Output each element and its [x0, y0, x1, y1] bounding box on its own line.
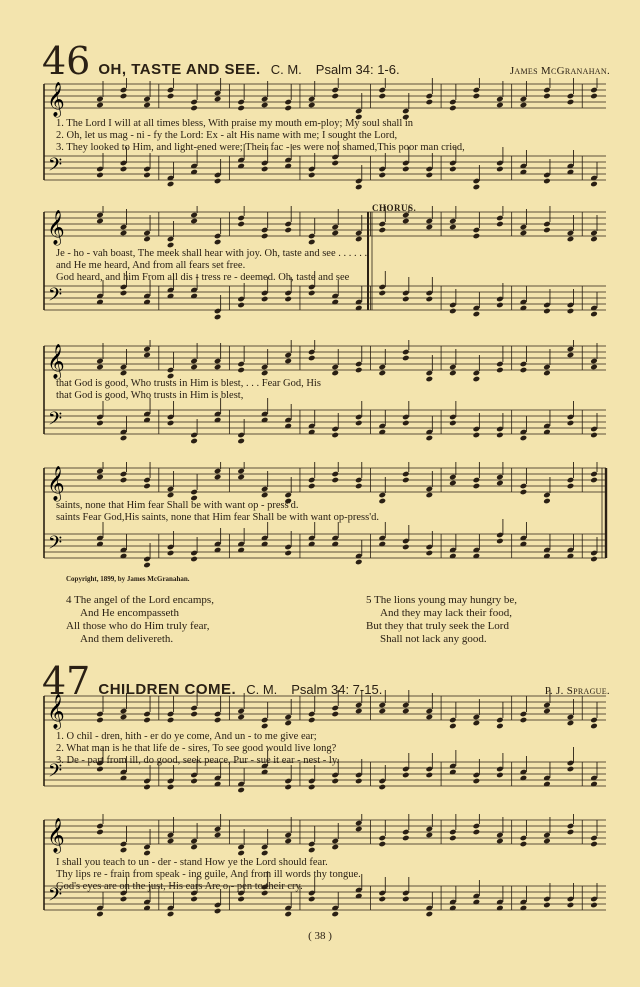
lyric-line: 3. They looked to Him, and light-ened were; Their fac - es were not shamed,This poor man cried, [56, 142, 465, 153]
note-head [261, 370, 269, 377]
treble-clef-icon: 𝄞 [47, 466, 65, 501]
verse-line: All those who do Him truly fear, [66, 620, 210, 632]
note-head [449, 723, 457, 730]
note-head [284, 227, 292, 234]
note-head [355, 184, 363, 191]
lyric-line: God's eyes are on the just, His ears Are o - pen to their cry. [56, 881, 303, 892]
verse-4 [66, 594, 214, 646]
hymn-composer: James McGranahan. [509, 65, 610, 77]
note-head [496, 102, 504, 109]
note-head [167, 784, 175, 791]
note-head [331, 778, 339, 785]
note-head [355, 420, 363, 427]
note-head [543, 308, 551, 315]
verse-line: 5 The lions young may hungry be, [366, 594, 518, 606]
hymn-title: CHILDREN COME. [98, 681, 237, 698]
note-head [355, 559, 363, 566]
note-head [331, 911, 339, 918]
note-head [426, 772, 434, 779]
note-head [214, 832, 222, 839]
note-head [120, 93, 128, 100]
note-head [567, 829, 575, 836]
note-head [590, 364, 598, 371]
note-head [449, 480, 457, 487]
note-head [496, 432, 504, 439]
note-head [473, 483, 481, 490]
bass-clef-icon: 𝄢 [48, 409, 63, 434]
lyrics-47-2 [56, 857, 612, 893]
lyrics-47-1 [56, 731, 612, 767]
note-head [496, 772, 504, 779]
note-head [355, 826, 363, 833]
note-head [284, 720, 292, 727]
note-head [355, 708, 363, 715]
note-head [237, 787, 245, 794]
note-head [449, 166, 457, 173]
note-head [143, 352, 151, 359]
note-head [308, 172, 316, 179]
note-head [543, 370, 551, 377]
note-head [261, 166, 269, 173]
note-head [190, 438, 198, 445]
note-head [284, 550, 292, 557]
note-head [96, 364, 104, 371]
note-head [120, 847, 128, 854]
note-head [143, 236, 151, 243]
lyrics-46-2 [56, 248, 612, 284]
note-head [96, 420, 104, 427]
note-head [543, 178, 551, 185]
treble-staff [44, 468, 606, 492]
bass-clef-icon: 𝄢 [48, 885, 63, 910]
note-head [567, 352, 575, 359]
note-head [284, 838, 292, 845]
note-head [120, 896, 128, 903]
note-head [120, 714, 128, 721]
note-head [261, 233, 269, 240]
verse-line: And them delivereth. [80, 633, 174, 645]
note-head [190, 556, 198, 563]
lyric-line: Thy lips re - frain from speak - ing guile, And from ill words thy tongue. [56, 869, 361, 880]
note-head [426, 714, 434, 721]
lyrics-46-4 [56, 500, 612, 524]
note-head [473, 829, 481, 836]
note-head [473, 233, 481, 240]
note-head [284, 784, 292, 791]
note-head [402, 218, 410, 225]
note-head [496, 538, 504, 545]
note-head [331, 432, 339, 439]
note-head [96, 218, 104, 225]
lyric-line: 2. What man is he that life de - sires, To see good would live long? [56, 743, 337, 754]
note-head [543, 902, 551, 909]
note-head [590, 311, 598, 318]
note-head [355, 778, 363, 785]
note-head [167, 492, 175, 499]
note-head [237, 896, 245, 903]
note-head [449, 420, 457, 427]
note-head [496, 302, 504, 309]
verse-line: And He encompasseth [80, 607, 179, 619]
note-head [96, 829, 104, 836]
note-head [378, 227, 386, 234]
note-head [449, 308, 457, 315]
note-head [426, 172, 434, 179]
note-head [167, 420, 175, 427]
hymn-title: OH, TASTE AND SEE. [98, 61, 261, 78]
note-head [214, 364, 222, 371]
note-head [237, 105, 245, 112]
note-head [143, 172, 151, 179]
hymn-composer: P. J. Sprague. [544, 685, 610, 697]
note-head [261, 296, 269, 303]
treble-clef-icon: 𝄞 [47, 694, 65, 729]
note-head [449, 370, 457, 377]
note-head [520, 435, 528, 442]
note-head [237, 221, 245, 228]
note-head [120, 370, 128, 377]
lyric-line: that God is good, Who trusts in Him is blest, [56, 390, 244, 401]
note-head [237, 474, 245, 481]
note-head [284, 911, 292, 918]
note-head [143, 717, 151, 724]
chorus-label: CHORUS. [372, 203, 417, 213]
hymn-meter: C. M. [270, 62, 302, 77]
note-head [355, 367, 363, 374]
note-head [402, 296, 410, 303]
treble-clef-icon: 𝄞 [47, 818, 65, 853]
lyric-line: and He me heard, And from all fears set free. [56, 260, 246, 271]
lyrics-46-3 [56, 378, 612, 402]
note-head [167, 838, 175, 845]
lyric-line: 1. The Lord I will at all times bless, With praise my mouth em-ploy; My soul shall in [56, 118, 414, 129]
note-head [261, 723, 269, 730]
note-head [567, 902, 575, 909]
note-head [590, 93, 598, 100]
hymn-psalm-reference: Psalm 34: 1-6. [315, 62, 400, 77]
note-head [449, 224, 457, 231]
note-head [308, 717, 316, 724]
lyric-line: I shall you teach to un - der - stand How ye the Lord should fear. [56, 857, 328, 868]
note-head [520, 230, 528, 237]
note-head [402, 166, 410, 173]
note-head [261, 102, 269, 109]
treble-staff [44, 820, 606, 844]
note-head [96, 474, 104, 481]
note-head [214, 908, 222, 915]
note-head [473, 432, 481, 439]
lyric-line: 3. De - part from ill, do good, seek peace, Pur - sue it ear - nest - ly. [56, 755, 340, 766]
note-head [590, 841, 598, 848]
lyric-line: God heard, and him From all dis - tress re - deemed. Oh, taste and see [56, 272, 350, 283]
bass-clef-icon: 𝄢 [48, 533, 63, 558]
note-head [402, 477, 410, 484]
note-head [520, 367, 528, 374]
note-head [567, 99, 575, 106]
note-head [143, 483, 151, 490]
note-head [190, 844, 198, 851]
verse-5 [366, 594, 517, 646]
hymn-meter: C. M. [246, 682, 278, 697]
note-head [237, 302, 245, 309]
note-head [120, 435, 128, 442]
note-head [214, 178, 222, 185]
note-head [214, 96, 222, 103]
note-head [331, 477, 339, 484]
note-head [237, 850, 245, 857]
note-head [355, 236, 363, 243]
note-head [378, 784, 386, 791]
note-head [190, 218, 198, 225]
note-head [214, 474, 222, 481]
note-head [378, 708, 386, 715]
note-head [473, 311, 481, 318]
note-head [567, 420, 575, 427]
copyright-notice: Copyright, 1899, by James McGranahan. [66, 575, 190, 583]
note-head [590, 181, 598, 188]
note-head [378, 841, 386, 848]
note-head [96, 172, 104, 179]
lyric-line: saints, none that Him fear Shall be with want op - press'd. [56, 500, 299, 511]
note-head [167, 717, 175, 724]
note-head [426, 492, 434, 499]
lyric-line: saints Fear God,His saints, none that Him fear Shall be with want op-press'd. [56, 512, 379, 523]
note-head [143, 784, 151, 791]
note-head [567, 308, 575, 315]
note-head [308, 847, 316, 854]
note-head [449, 835, 457, 842]
treble-staff [44, 346, 606, 370]
lyric-line: Je - ho - vah boast, The meek shall hear with joy. Oh, taste and see . . . . . . [56, 248, 368, 259]
note-head [590, 902, 598, 909]
note-head [590, 556, 598, 563]
verse-line: 4 The angel of the Lord encamps, [66, 594, 214, 606]
bass-clef-icon: 𝄢 [48, 761, 63, 786]
note-head [120, 166, 128, 173]
note-head [331, 844, 339, 851]
note-head [496, 367, 504, 374]
note-head [331, 93, 339, 100]
note-head [567, 720, 575, 727]
note-head [473, 93, 481, 100]
note-head [308, 784, 316, 791]
note-head [426, 550, 434, 557]
note-head [520, 102, 528, 109]
note-head [308, 355, 316, 362]
note-head [402, 772, 410, 779]
note-head [355, 483, 363, 490]
verse-line: But they that truly seek the Lord [366, 620, 509, 632]
note-head [590, 236, 598, 243]
note-head [120, 477, 128, 484]
note-head [496, 838, 504, 845]
verse-line: Shall not lack any good. [380, 633, 487, 645]
note-head [284, 358, 292, 365]
note-head [120, 290, 128, 297]
note-head [308, 102, 316, 109]
note-head [308, 483, 316, 490]
note-head [331, 230, 339, 237]
lyric-line: 2. Oh, let us mag - ni - fy the Lord: Ex - alt His name with me; I sought the Lord, [56, 130, 398, 141]
note-head [143, 102, 151, 109]
note-head [402, 708, 410, 715]
note-head [567, 236, 575, 243]
note-head [449, 105, 457, 112]
note-head [590, 723, 598, 730]
note-head [214, 314, 222, 321]
note-head [308, 896, 316, 903]
note-head [473, 720, 481, 727]
note-head [378, 172, 386, 179]
note-head [190, 896, 198, 903]
bass-clef-icon: 𝄢 [48, 155, 63, 180]
note-head [308, 239, 316, 246]
note-head [590, 432, 598, 439]
note-head [496, 723, 504, 730]
bass-clef-icon: 𝄢 [48, 285, 63, 310]
note-head [402, 355, 410, 362]
verse-line: And they may lack their food, [380, 607, 512, 619]
note-head [143, 562, 151, 569]
note-head [543, 93, 551, 100]
note-head [261, 492, 269, 499]
note-head [426, 911, 434, 918]
hymn-psalm-reference: Psalm 34: 7-15. [291, 682, 383, 697]
note-head [96, 911, 104, 918]
note-head [378, 896, 386, 903]
note-head [96, 717, 104, 724]
note-head [426, 99, 434, 106]
treble-clef-icon: 𝄞 [47, 344, 65, 379]
note-head [167, 550, 175, 557]
note-head [190, 364, 198, 371]
hymn-46-heading [42, 39, 610, 83]
note-head [402, 544, 410, 551]
note-head [308, 290, 316, 297]
note-head [378, 93, 386, 100]
note-head [567, 483, 575, 490]
note-head [167, 93, 175, 100]
lyrics-46-1 [56, 118, 612, 154]
note-head [496, 166, 504, 173]
page-number: ( 38 ) [308, 930, 332, 942]
hymn-number: 47 [42, 659, 91, 703]
note-head [402, 835, 410, 842]
note-head [543, 838, 551, 845]
treble-staff [44, 696, 606, 720]
note-head [167, 181, 175, 188]
note-head [331, 160, 339, 167]
note-head [190, 778, 198, 785]
lyric-line: 1. O chil - dren, hith - er do ye come, And un - to me give ear; [56, 731, 317, 742]
note-head [167, 911, 175, 918]
note-head [520, 717, 528, 724]
note-head [331, 711, 339, 718]
note-head [426, 832, 434, 839]
note-head [426, 435, 434, 442]
hymn-number: 46 [42, 39, 91, 83]
note-head [284, 296, 292, 303]
note-head [473, 778, 481, 785]
treble-clef-icon: 𝄞 [47, 82, 65, 117]
note-head [214, 239, 222, 246]
note-head [378, 290, 386, 297]
note-head [543, 708, 551, 715]
note-head [496, 221, 504, 228]
note-head [237, 714, 245, 721]
note-head [284, 105, 292, 112]
note-head [237, 438, 245, 445]
note-head [402, 896, 410, 903]
note-head [402, 420, 410, 427]
note-head [331, 370, 339, 377]
note-head [496, 480, 504, 487]
note-head [520, 489, 528, 496]
note-head [214, 717, 222, 724]
note-head [190, 711, 198, 718]
note-head [426, 296, 434, 303]
note-head [473, 184, 481, 191]
note-head [261, 850, 269, 857]
note-head [120, 230, 128, 237]
note-head [143, 850, 151, 857]
note-head [96, 102, 104, 109]
note-head [190, 105, 198, 112]
note-head [237, 367, 245, 374]
lyric-line: that God is good, Who trusts in Him is blest, . . . Fear God, His [56, 378, 321, 389]
treble-clef-icon: 𝄞 [47, 210, 65, 245]
note-head [590, 477, 598, 484]
note-head [543, 227, 551, 234]
note-head [426, 224, 434, 231]
note-head [378, 370, 386, 377]
note-head [520, 841, 528, 848]
